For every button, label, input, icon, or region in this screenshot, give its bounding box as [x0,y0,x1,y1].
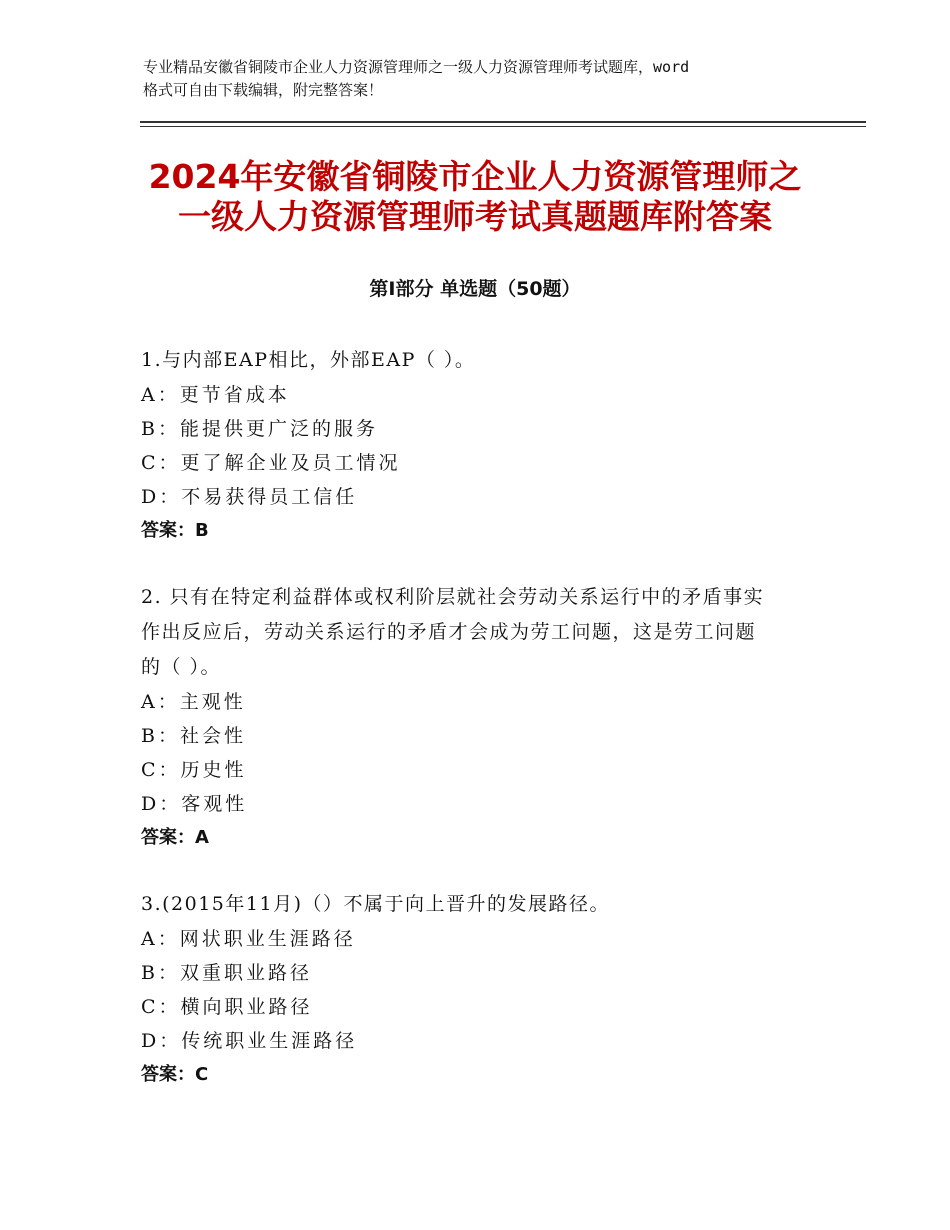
option-c: C：更了解企业及员工情况 [141,452,401,474]
option-b: B：能提供更广泛的服务 [141,418,378,440]
option-d: D：不易获得员工信任 [141,486,358,508]
option-a: A：网状职业生涯路径 [141,928,356,950]
question-stem-line-2: 作出反应后，劳动关系运行的矛盾才会成为劳工问题，这是劳工问题 [141,621,757,643]
question-3 [141,887,806,1092]
question-stem-line-1: 2. 只有在特定利益群体或权利阶层就社会劳动关系运行中的矛盾事实 [141,586,765,608]
document-title-line-1: 2024年安徽省铜陵市企业人力资源管理师之 [148,157,802,196]
option-b: B：双重职业路径 [141,962,312,984]
option-c: C：历史性 [141,759,247,781]
document-title [120,157,830,237]
option-a: A：更节省成本 [141,384,290,406]
question-1 [141,343,806,548]
document-title-line-2: 一级人力资源管理师考试真题题库附答案 [178,197,772,236]
question-list [141,343,806,1124]
option-a: A：主观性 [141,691,246,713]
header-rule-thin [140,126,866,127]
option-c: C：横向职业路径 [141,996,313,1018]
answer: 答案：B [141,520,209,541]
answer: 答案：A [141,827,209,848]
question-stem: 1.与内部EAP相比，外部EAP（ ）。 [141,349,476,371]
header-rule-thick [140,121,866,123]
question-2 [141,580,806,855]
header-note-line-1: 专业精品安徽省铜陵市企业人力资源管理师之一级人力资源管理师考试题库，word [143,58,690,76]
question-stem-line-3: 的（ ）。 [141,656,222,678]
header-note-line-2: 格式可自由下载编辑，附完整答案！ [143,81,384,99]
question-stem: 3.(2015年11月)（）不属于向上晋升的发展路径。 [141,893,610,915]
option-d: D：客观性 [141,793,248,815]
section-title: 第Ⅰ部分 单选题（50题） [369,278,581,300]
option-d: D：传统职业生涯路径 [141,1030,358,1052]
option-b: B：社会性 [141,725,246,747]
answer: 答案：C [141,1064,209,1085]
header-note [143,56,823,102]
